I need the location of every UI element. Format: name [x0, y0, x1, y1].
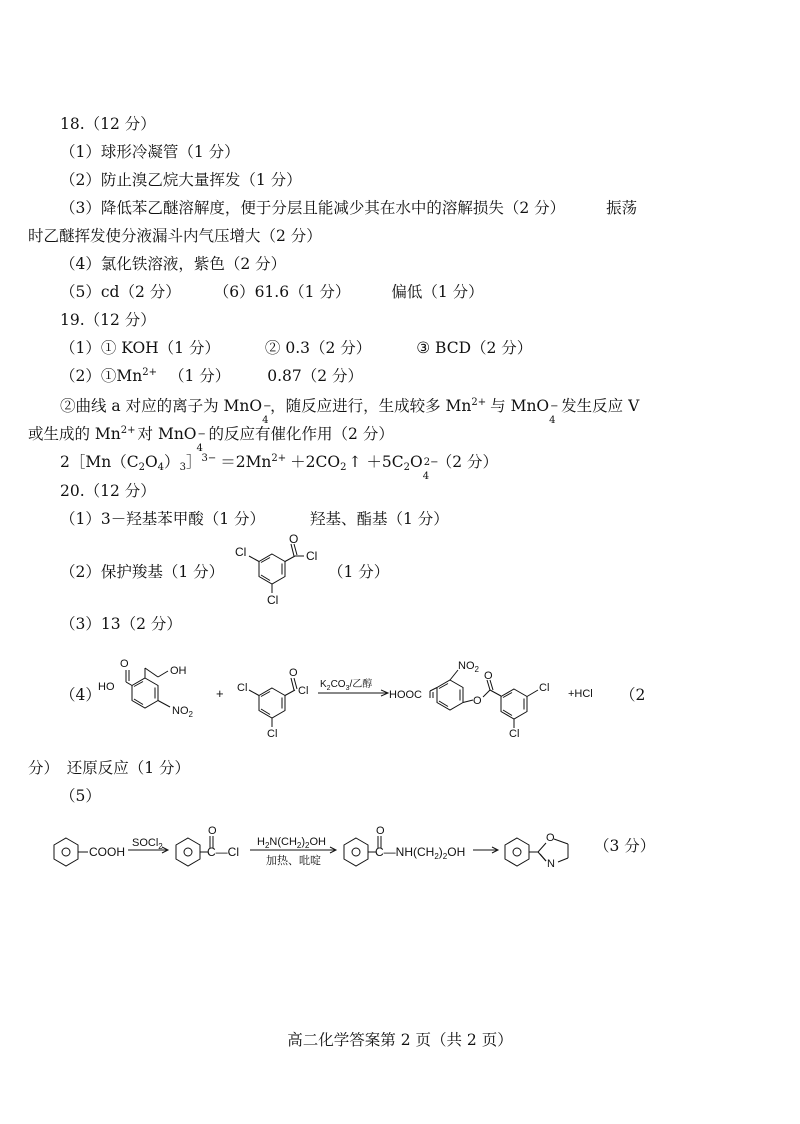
q19-answer-1-iii: ③ BCD（2 分） [416, 339, 533, 357]
q20-answer-4-line2: 分） 还原反应（1 分） [28, 759, 191, 777]
socl: SOCl [132, 837, 159, 849]
q19-l5-c: 的反应有催化作用（2 分） [208, 425, 394, 443]
cl-label: Cl [267, 593, 279, 607]
q18-answer-3-line2: 时乙醚挥发使分液漏斗内气压增大（2 分） [28, 227, 322, 245]
dichlorobenzoyl-chloride-structure [232, 532, 332, 607]
heat-pyridine-label: 加热、吡啶 [266, 855, 321, 867]
hcl-label: +HCl [568, 688, 593, 700]
cooh-label: COOH [89, 845, 125, 859]
n-label: N [547, 858, 555, 870]
eq-e: ） [164, 453, 180, 471]
q19-l4-sup2: 2+ [471, 397, 487, 408]
oh-label: OH [170, 665, 187, 677]
q19-answer-2 [60, 366, 363, 386]
q18-answer-5: （5）cd（2 分） [60, 283, 181, 301]
cl-label: Cl [267, 728, 278, 740]
reagent-co-sub: 3 [345, 685, 350, 692]
q20-answer-1-b: 羟基、酯基（1 分） [309, 510, 449, 528]
q18-answer-6: （6）61.6（1 分） [213, 283, 351, 301]
amide-paren: ) [438, 845, 443, 859]
q19-l5-a: 或生成的 Mn [28, 425, 121, 443]
q18-answer-5-6 [60, 282, 484, 302]
reaction-4-scheme [98, 650, 658, 742]
q20-answer-5-score: （3 分） [594, 837, 656, 855]
q18-answer-3-part1: （3）降低苯乙醚溶解度，便于分层且能减少其在水中的溶解损失（2 分） [60, 199, 566, 217]
q18-answer-6-b: 偏低（1 分） [391, 283, 484, 301]
reagent-k-sub: 2 [326, 685, 331, 692]
eq-h: 3− [201, 453, 217, 464]
q19-l4-c: 与 MnO [490, 397, 550, 415]
amide-label [375, 845, 465, 861]
q20-answer-1-a: （1）3－羟基苯甲酸（1 分） [60, 510, 266, 528]
q19-a2-i-pre: （2）①Mn [60, 367, 143, 385]
eq-b: 2 [138, 462, 145, 473]
q20-answer-5-label: （5） [60, 787, 101, 805]
amide-2b: 2 [442, 852, 448, 861]
hooc-label: HOOC [389, 689, 422, 701]
q20-answer-4-tail: （2 [620, 686, 646, 704]
amide-tail: C—NH(CH [375, 845, 435, 859]
eq-f: 3 [179, 462, 186, 473]
o-label: O [376, 825, 385, 837]
reagent-label [320, 677, 372, 692]
q19-l5-sup: 2+ [120, 425, 136, 436]
q19-l4-d: 发生反应 V [561, 397, 640, 415]
o-label: O [289, 667, 298, 679]
amine-mid: N(CH [269, 836, 297, 848]
eq-a: 2［Mn（C [60, 453, 139, 471]
cl-label: Cl [509, 728, 520, 740]
amine-oh: OH [309, 836, 326, 848]
o-label: O [289, 532, 299, 546]
eq-j: 2+ [271, 453, 287, 464]
acyl-chloride-label: C—Cl [207, 845, 239, 859]
amine-2: 2 [264, 841, 270, 850]
eq-m: ↑ ＋5C [348, 453, 404, 471]
amine-end: ) [301, 836, 306, 848]
no2-pre: NO [172, 705, 189, 717]
eq-o: O [410, 453, 423, 471]
q19-a2-i-sup: 2+ [142, 367, 157, 378]
q20-answer-2-score: （1 分） [328, 563, 390, 581]
no2-label [172, 705, 194, 719]
q18-answer-3-part2: 振荡 [606, 199, 638, 217]
q19-equation: $2[Mn(C_2O_4)_3]^{3-} =2Mn^{2+} +2CO_2$ ↑ $+5C_2O$ 2− 4 （2 分） [60, 453, 499, 482]
eq-g: ］ [185, 453, 202, 471]
page-footer: 高二化学答案第 2 页（共 2 页） [287, 1031, 513, 1049]
o-label: O [120, 658, 129, 670]
amine-2b: 2 [296, 841, 302, 850]
q19-l4-a: ②曲线 a 对应的离子为 MnO [60, 397, 263, 415]
q19-answer-2-ii: ②曲线 a 对应的离子为 MnO − 4 ，随反应进行，生成较多 $Mn^{2+}$ 与 MnO − 4 发生反应 V [60, 397, 640, 426]
q20-answer-2: （2）保护羧基（1 分） [60, 563, 225, 581]
q20-answer-4-label: （4） [60, 686, 101, 704]
cl-label: Cl [539, 682, 550, 694]
o-label: O [208, 825, 217, 837]
q19-l5-b: 对 MnO [137, 425, 197, 443]
q19-answer-1-i: （1）① KOH（1 分） [60, 339, 220, 357]
amine-label [257, 836, 326, 850]
reagent-co: CO [330, 679, 346, 690]
q19-answer-1 [60, 338, 532, 358]
eq-i: ＝2Mn [220, 453, 272, 471]
q18-answer-4: （4）氯化铁溶液，紫色（2 分） [60, 255, 287, 273]
no2-sub: 2 [188, 710, 193, 719]
q18-answer-2: （2）防止溴乙烷大量挥发（1 分） [60, 171, 302, 189]
cl-label: Cl [237, 682, 248, 694]
q19-answer-2-ii-line2: 或生成的 $Mn^{2+}$ 对 MnO − 4 的反应有催化作用（2 分） [28, 425, 394, 454]
o-label: O [484, 670, 493, 682]
synthesis-route-scheme [52, 814, 652, 870]
no2-sub: 2 [474, 665, 479, 674]
eq-d: 4 [157, 462, 165, 473]
q20-header: 20.（12 分） [60, 482, 156, 500]
amine-h: H [257, 836, 265, 848]
q19-answer-1-ii: ② 0.3（2 分） [264, 339, 372, 357]
q19-answer-2-b: 0.87（2 分） [267, 367, 364, 385]
socl2-label [132, 837, 163, 851]
q20-answer-1 [60, 509, 449, 529]
q18-header: 18.（12 分） [60, 115, 156, 133]
cl-label: Cl [298, 685, 309, 697]
reagent-k: K [320, 679, 327, 690]
socl-sub: 2 [158, 842, 163, 851]
q18-answer-3 [60, 198, 637, 218]
eq-k: ＋2CO [290, 453, 341, 471]
plus-sign: + [216, 686, 224, 701]
eq-r: （2 分） [436, 453, 499, 471]
o-label: O [546, 832, 555, 844]
amine-2c: 2 [305, 841, 310, 850]
ho-label: HO [98, 681, 115, 693]
q20-answer-3: （3）13（2 分） [60, 615, 182, 633]
q18-answer-1: （1）球形冷凝管（1 分） [60, 143, 240, 161]
no2-label [458, 660, 480, 674]
reagent-tail: /乙醇 [349, 679, 373, 690]
no2-pre: NO [458, 660, 475, 672]
q19-l4-b: ，随反应进行，生成较多 Mn [270, 397, 472, 415]
amide-oh: OH [447, 845, 466, 859]
eq-n: 2 [403, 462, 410, 473]
eq-c: O [144, 453, 158, 471]
q19-a2-i-post: （1 分） [168, 367, 231, 385]
cl-label: Cl [235, 545, 247, 559]
cl-label: Cl [306, 549, 318, 563]
eq-l: 2 [340, 462, 347, 473]
q19-header: 19.（12 分） [60, 311, 156, 329]
amide-2: 2 [434, 852, 439, 861]
o-label: O [473, 695, 482, 707]
